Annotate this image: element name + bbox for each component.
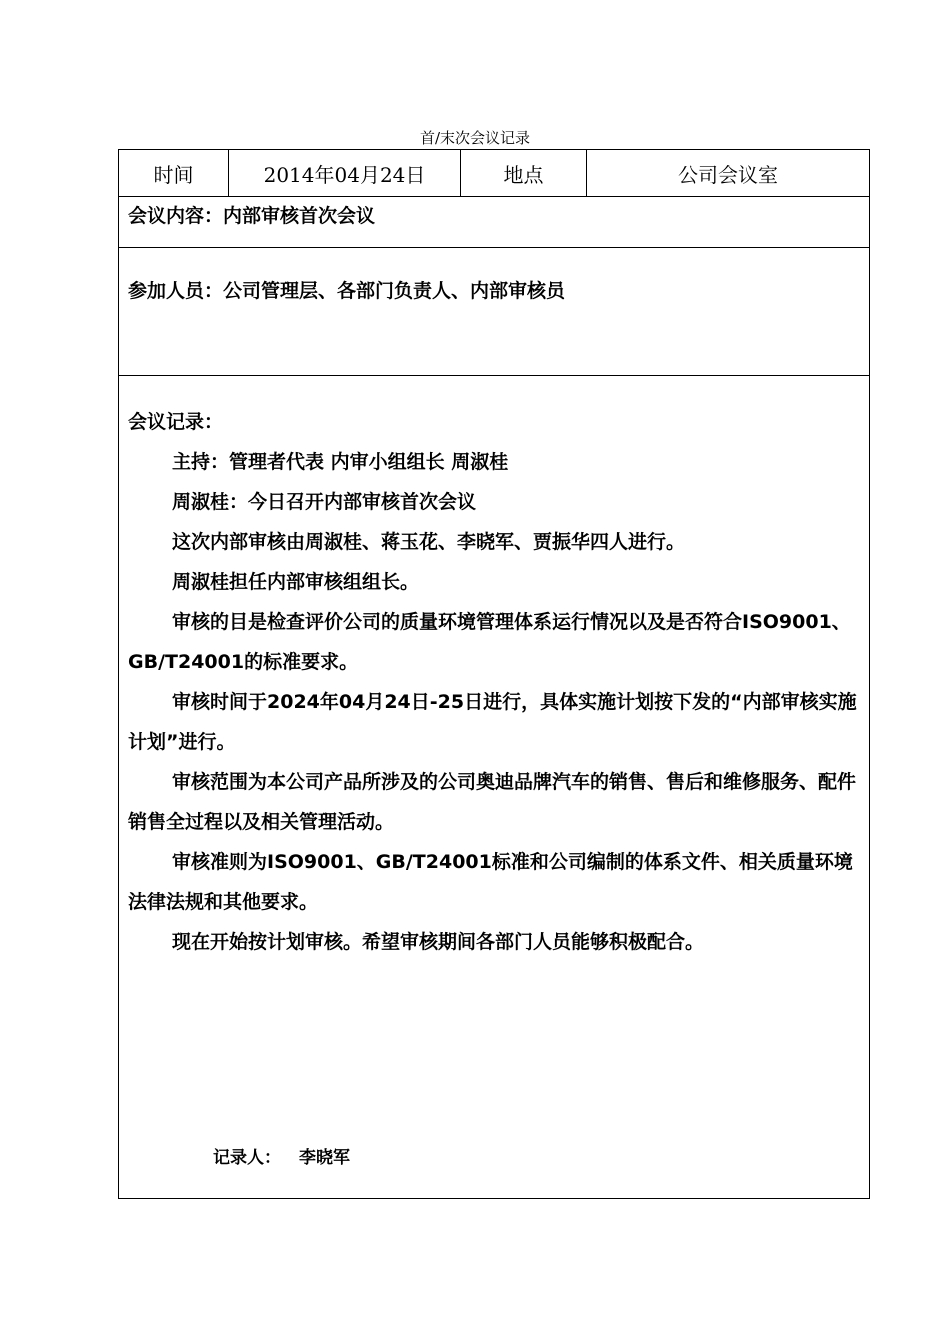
attendees-row [119,248,870,376]
record-paragraph: 这次内部审核由周淑桂、蒋玉花、李晓军、贾振华四人进行。 [172,531,686,553]
record-paragraph: 审核范围为本公司产品所涉及的公司奥迪品牌汽车的销售、售后和维修服务、配件销售全过程以及相关管理活动。 [128,771,857,833]
record-paragraph: 主持：管理者代表 内审小组组长 周淑桂 [172,451,509,473]
meeting-content: 会议内容：内部审核首次会议 [119,197,870,248]
recorder-label: 记录人： [213,1148,281,1168]
place-label: 地点 [461,150,587,197]
meeting-place: 公司会议室 [587,150,870,197]
record-paragraph: 审核时间于2024年04月24日-25日进行，具体实施计划按下发的“内部审核实施计划”进行。 [128,691,857,753]
record-paragraph: 现在开始按计划审核。希望审核期间各部门人员能够积极配合。 [172,931,705,953]
meeting-record-table [118,149,870,1199]
record-row [119,376,870,1199]
content-row [119,197,870,248]
recorder-line [213,1143,350,1168]
record-paragraph: 周淑桂：今日召开内部审核首次会议 [172,491,477,513]
document-title: 首/末次会议记录 [419,129,531,147]
attendees: 参加人员：公司管理层、各部门负责人、内部审核员 [119,248,870,376]
record-paragraph: 审核的目是检查评价公司的质量环境管理体系运行情况以及是否符合ISO9001、GB/T24001的标准要求。 [128,611,851,673]
record-heading: 会议记录： [128,411,224,433]
header-row [119,150,870,197]
record-paragraph: 审核准则为ISO9001、GB/T24001标准和公司编制的体系文件、相关质量环境法律法规和其他要求。 [128,851,853,913]
record-cell [119,376,870,1199]
time-label: 时间 [119,150,229,197]
recorder-name: 李晓军 [299,1148,350,1168]
record-paragraph: 周淑桂担任内部审核组组长。 [172,571,420,593]
meeting-date: 2014年04月24日 [229,150,461,197]
